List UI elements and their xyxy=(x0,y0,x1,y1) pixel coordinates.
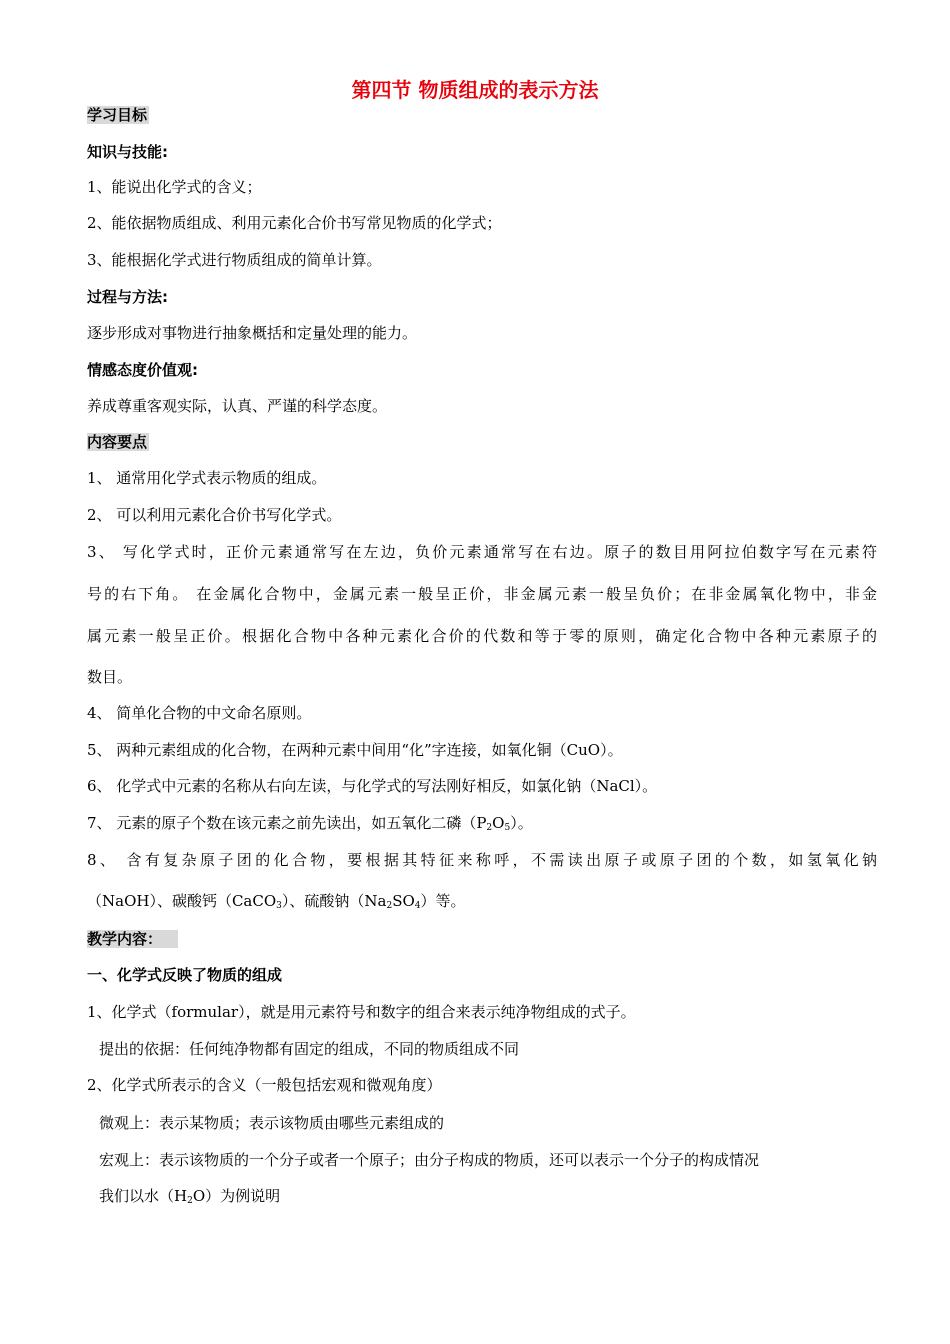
key-point-8-line-1: 8、 含有复杂原子团的化合物，要根据其特征来称呼，不需读出原子或原子团的个数，如氢氧化钠 xyxy=(87,851,877,869)
key-point-8-sub-3: 4 xyxy=(414,901,421,911)
content-item-2-micro: 微观上：表示某物质；表示该物质由哪些元素组成的 xyxy=(99,1114,445,1132)
key-point-3-line-4: 数目。 xyxy=(87,668,133,686)
key-point-8-text-b: ）、硫酸钠（Na xyxy=(281,892,387,910)
page-title: 第四节 物质组成的表示方法 xyxy=(351,78,599,102)
content-item-1-basis: 提出的依据：任何纯净物都有固定的组成，不同的物质组成不同 xyxy=(99,1040,520,1058)
section-1-heading: 一、化学式反映了物质的组成 xyxy=(87,966,283,984)
key-point-4: 4、 简单化合物的中文命名原则。 xyxy=(87,704,312,722)
heading-learning-goals xyxy=(87,105,877,125)
key-point-1: 1、 通常用化学式表示物质的组成。 xyxy=(87,469,327,487)
content-item-1: 1、化学式（formular），就是用元素符号和数字的组合来表示纯净物组成的式子。 xyxy=(87,1003,636,1021)
knowledge-item-3: 3、能根据化学式进行物质组成的简单计算。 xyxy=(87,251,382,269)
emotion-item-1: 养成尊重客观实际，认真、严谨的科学态度。 xyxy=(87,397,388,415)
key-point-5: 5、 两种元素组成的化合物，在两种元素中间用“化”字连接，如氧化铜（CuO）。 xyxy=(87,741,623,759)
key-point-6: 6、 化学式中元素的名称从右向左读，与化学式的写法刚好相反，如氯化钠（NaCl）。 xyxy=(87,777,658,795)
example-text-a: 我们以水（H xyxy=(99,1187,188,1205)
subheading-emotion-values: 情感态度价值观: xyxy=(87,361,198,379)
content-item-2: 2、化学式所表示的含义（一般包括宏观和微观角度） xyxy=(87,1076,442,1094)
key-point-8-sub-2: 2 xyxy=(386,901,393,911)
example-text-b: O）为例说明 xyxy=(192,1187,281,1205)
key-point-7-sub-2: 5 xyxy=(504,823,511,833)
process-item-1: 逐步形成对事物进行抽象概括和定量处理的能力。 xyxy=(87,324,418,342)
heading-learning-goals-text: 学习目标 xyxy=(87,106,148,124)
key-point-8-text-c: SO xyxy=(392,892,415,910)
content-item-2-example xyxy=(99,1186,889,1206)
example-sub: 2 xyxy=(187,1196,193,1206)
key-point-3-line-2: 号的右下角。 在金属化合物中，金属元素一般呈正价，非金属元素一般呈负价；在非金属氧化物中，非金 xyxy=(87,585,877,603)
subheading-process-methods: 过程与方法: xyxy=(87,288,168,306)
key-point-8-sub-1: 3 xyxy=(276,901,282,911)
key-point-3-line-1: 3、 写化学式时，正价元素通常写在左边，负价元素通常写在右边。原子的数目用阿拉伯数字写在元素符 xyxy=(87,543,877,561)
key-point-7-sub-1: 2 xyxy=(486,823,493,833)
heading-teaching-content xyxy=(87,929,877,949)
subheading-knowledge-skills: 知识与技能: xyxy=(87,143,168,161)
key-point-3-line-3: 属元素一般呈正价。根据化合物中各种元素化合价的代数和等于零的原则，确定化合物中各种元素原子的 xyxy=(87,627,877,645)
knowledge-item-1: 1、能说出化学式的含义； xyxy=(87,178,262,196)
key-point-7 xyxy=(87,813,877,833)
key-point-8-text-a: （NaOH）、碳酸钙（CaCO xyxy=(87,892,277,910)
key-point-7-text-a: 7、 元素的原子个数在该元素之前先读出，如五氧化二磷（P xyxy=(87,814,487,832)
heading-key-points-text: 内容要点 xyxy=(87,433,148,451)
key-point-7-text-c: ）。 xyxy=(510,814,533,832)
content-item-2-macro: 宏观上：表示该物质的一个分子或者一个原子；由分子构成的物质，还可以表示一个分子的构成情况 xyxy=(99,1151,760,1169)
key-point-2: 2、 可以利用元素化合价书写化学式。 xyxy=(87,506,342,524)
knowledge-item-2: 2、能依据物质组成、利用元素化合价书写常见物质的化学式； xyxy=(87,214,502,232)
heading-teaching-content-text: 教学内容： xyxy=(87,930,178,948)
key-point-8-text-d: ）等。 xyxy=(420,892,466,910)
key-point-8-line-2 xyxy=(87,891,877,911)
key-point-7-text-b: O xyxy=(492,814,505,832)
heading-key-points xyxy=(87,432,877,452)
